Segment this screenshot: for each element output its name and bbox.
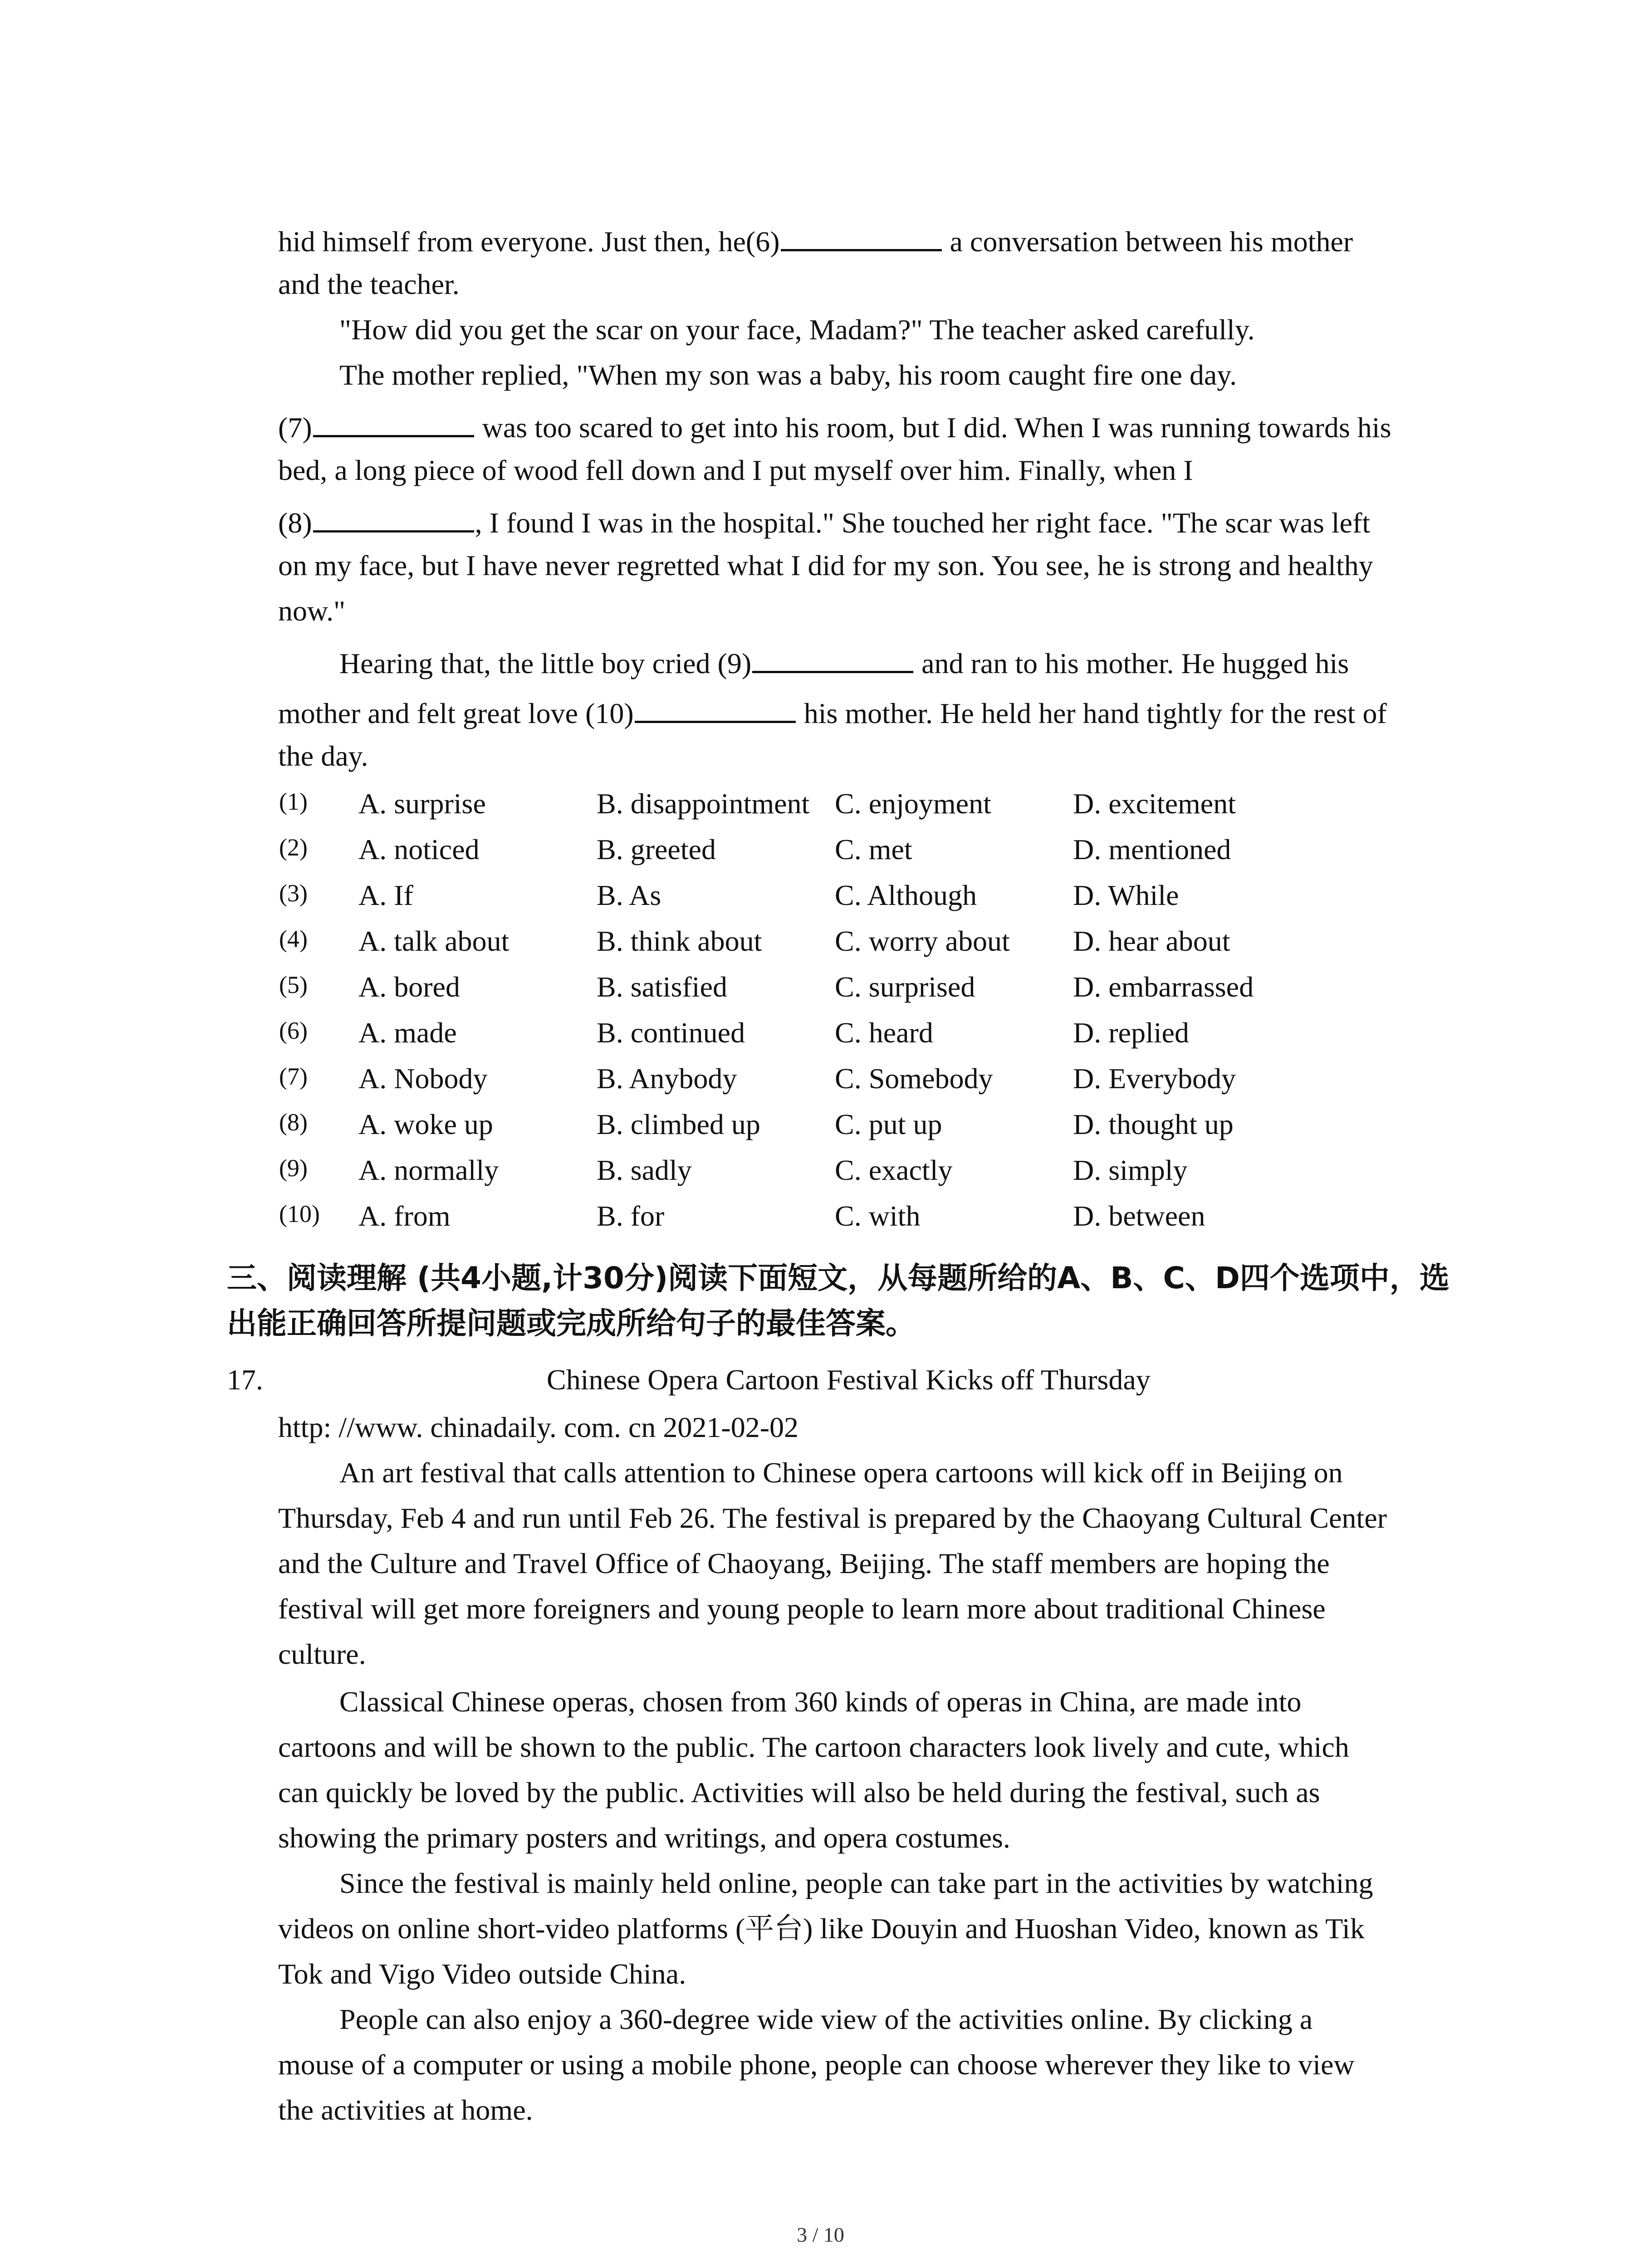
option-d: D. simply: [1073, 1154, 1188, 1186]
passage-line: "How did you get the scar on your face, Madam?" The teacher asked carefully.: [339, 313, 1255, 346]
article-line: People can also enjoy a 360-degree wide view of the activities online. By clicking a: [339, 2003, 1313, 2035]
answer-blank-7: [313, 411, 474, 437]
option-b: B. disappointment: [597, 787, 810, 820]
article-line: An art festival that calls attention to Chinese opera cartoons will kick off in Beijing on: [339, 1457, 1343, 1489]
option-a: A. made: [358, 1017, 457, 1049]
answer-blank-10: [635, 696, 796, 723]
option-a: A. surprise: [358, 787, 486, 820]
article-line: and the Culture and Travel Office of Chaoyang, Beijing. The staff members are hoping the: [278, 1547, 1330, 1579]
article-line: videos on online short-video platforms (平台) like Douyin and Huoshan Video, known as Tik: [278, 1912, 1365, 1945]
passage-line: The mother replied, "When my son was a baby, his room caught fire one day.: [339, 359, 1237, 391]
article-line: showing the primary posters and writings, and opera costumes.: [278, 1822, 1010, 1854]
article-line: culture.: [278, 1638, 366, 1670]
option-c: C. with: [835, 1200, 921, 1232]
option-a: A. If: [358, 879, 413, 911]
answer-blank-9: [752, 646, 913, 673]
option-c: C. surprised: [835, 971, 975, 1003]
passage-text: , I found I was in the hospital." She touched her right face. "The scar was left: [475, 507, 1371, 539]
article-line: the activities at home.: [278, 2094, 533, 2126]
option-a: A. talk about: [358, 925, 509, 957]
option-number: (6): [279, 1017, 308, 1044]
passage-line: and the teacher.: [278, 268, 460, 300]
option-b: B. greeted: [597, 833, 716, 865]
option-d: D. Everybody: [1073, 1062, 1236, 1095]
passage-text: a conversation between his mother: [950, 225, 1353, 258]
article-line: mouse of a computer or using a mobile phone, people can choose wherever they like to view: [278, 2048, 1355, 2081]
page-number: 3 / 10: [797, 2223, 844, 2246]
article-title: Chinese Opera Cartoon Festival Kicks off Thursday: [547, 1364, 1151, 1396]
answer-blank-8: [313, 506, 474, 533]
option-d: D. excitement: [1073, 787, 1236, 820]
passage-text: Hearing that, the little boy cried (9): [339, 647, 752, 679]
passage-text: his mother. He held her hand tightly for the rest of: [803, 697, 1387, 729]
option-number: (1): [279, 788, 308, 815]
option-d: D. replied: [1073, 1017, 1189, 1049]
option-a: A. from: [358, 1200, 451, 1232]
option-b: B. Anybody: [597, 1062, 737, 1095]
option-b: B. climbed up: [597, 1108, 760, 1140]
option-d: D. hear about: [1073, 925, 1230, 957]
option-c: C. put up: [835, 1108, 942, 1140]
option-number: (3): [279, 880, 308, 907]
option-a: A. Nobody: [358, 1062, 488, 1095]
passage-line: [278, 411, 1391, 442]
passage-text: (7): [278, 411, 312, 444]
passage-line: on my face, but I have never regretted what I did for my son. You see, he is strong and healthy: [278, 549, 1373, 582]
article-line: Tok and Vigo Video outside China.: [278, 1958, 686, 1990]
passage-text: (8): [278, 507, 312, 539]
option-c: C. Although: [835, 879, 977, 911]
article-source: http: //www. chinadaily. com. cn 2021-02-02: [278, 1411, 799, 1443]
section-heading: 三、阅读理解 (共4小题,计30分)阅读下面短文，从每题所给的A、B、C、D四个选项中，选: [227, 1261, 1450, 1295]
option-a: A. noticed: [358, 833, 480, 865]
option-b: B. think about: [597, 925, 762, 957]
passage-line: [278, 506, 1370, 538]
option-a: A. normally: [358, 1154, 499, 1186]
option-number: (8): [279, 1109, 308, 1136]
passage-line: [278, 696, 1387, 728]
option-d: D. between: [1073, 1200, 1205, 1232]
option-b: B. sadly: [597, 1154, 692, 1186]
option-c: C. worry about: [835, 925, 1010, 957]
passage-line: the day.: [278, 740, 368, 772]
option-d: D. embarrassed: [1073, 971, 1254, 1003]
option-number: (9): [279, 1154, 308, 1182]
option-c: C. met: [835, 833, 912, 865]
option-b: B. As: [597, 879, 661, 911]
section-heading: 出能正确回答所提问题或完成所给句子的最佳答案。: [227, 1306, 916, 1341]
option-number: (2): [279, 834, 308, 861]
option-c: C. heard: [835, 1017, 933, 1049]
option-b: B. for: [597, 1200, 665, 1232]
passage-text: hid himself from everyone. Just then, he(6): [278, 225, 780, 258]
passage-line: [278, 225, 1353, 256]
passage-text: mother and felt great love (10): [278, 697, 634, 729]
passage-line: [339, 646, 1349, 678]
option-d: D. thought up: [1073, 1108, 1234, 1140]
passage-line: now.": [278, 595, 346, 627]
option-number: (10): [279, 1200, 320, 1227]
option-b: B. continued: [597, 1017, 745, 1049]
option-b: B. satisfied: [597, 971, 727, 1003]
option-c: C. exactly: [835, 1154, 953, 1186]
question-number: 17.: [227, 1364, 263, 1396]
article-line: Classical Chinese operas, chosen from 360 kinds of operas in China, are made into: [339, 1686, 1302, 1718]
passage-text: was too scared to get into his room, but I did. When I was running towards his: [482, 411, 1391, 444]
option-d: D. mentioned: [1073, 833, 1231, 865]
article-line: cartoons and will be shown to the public. The cartoon characters look lively and cute, which: [278, 1731, 1349, 1763]
article-line: can quickly be loved by the public. Activities will also be held during the festival, such as: [278, 1776, 1320, 1809]
option-number: (4): [279, 925, 308, 953]
option-d: D. While: [1073, 879, 1179, 911]
passage-text: and ran to his mother. He hugged his: [921, 647, 1349, 679]
answer-blank-6: [781, 225, 942, 251]
option-c: C. Somebody: [835, 1062, 993, 1095]
option-number: (7): [279, 1063, 308, 1090]
article-line: Thursday, Feb 4 and run until Feb 26. The festival is prepared by the Chaoyang Cultural Center: [278, 1502, 1387, 1534]
option-number: (5): [279, 971, 308, 998]
option-a: A. woke up: [358, 1108, 493, 1140]
option-c: C. enjoyment: [835, 787, 991, 820]
article-line: festival will get more foreigners and young people to learn more about traditional Chinese: [278, 1593, 1326, 1625]
article-line: Since the festival is mainly held online, people can take part in the activities by watching: [339, 1867, 1373, 1899]
option-a: A. bored: [358, 971, 460, 1003]
passage-line: bed, a long piece of wood fell down and I put myself over him. Finally, when I: [278, 454, 1193, 486]
